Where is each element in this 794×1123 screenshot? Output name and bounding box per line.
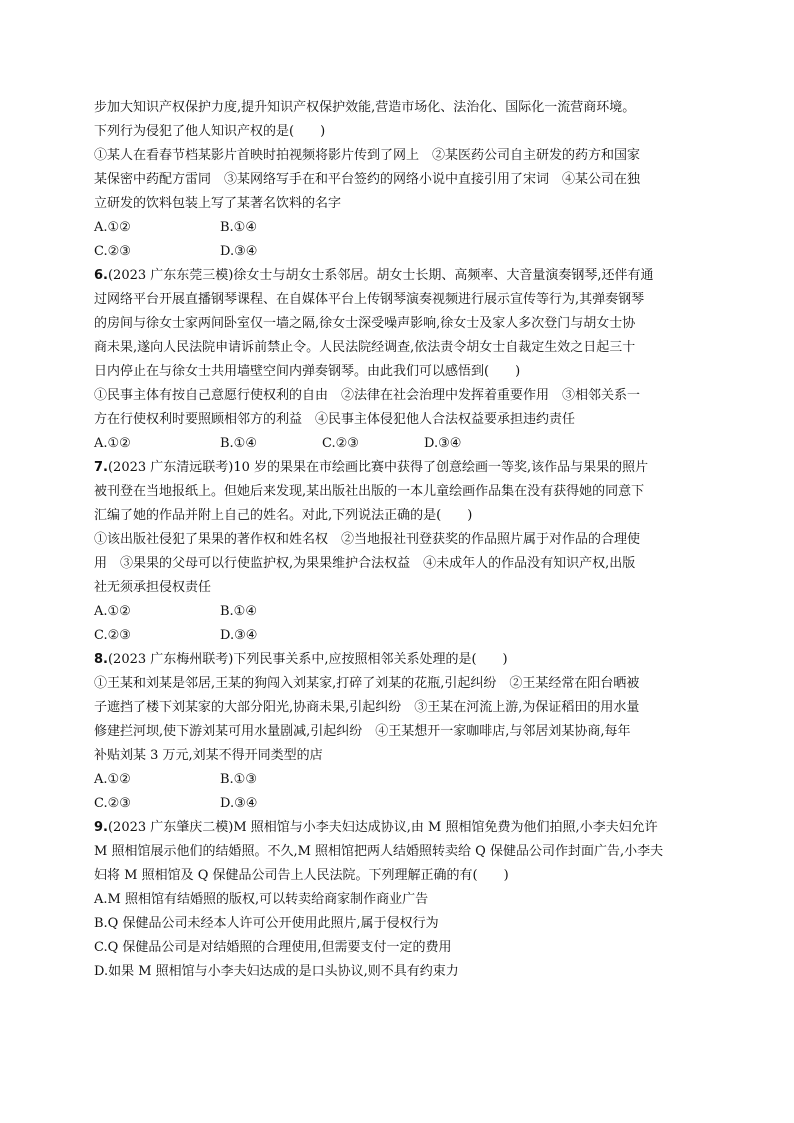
q6-option-d: D.③④ <box>424 436 462 451</box>
q8-option-b: B.①③ <box>220 772 257 787</box>
q5-option-d: D.③④ <box>220 244 258 259</box>
q5-line-5: 立研发的饮料包装上写了某著名饮料的名字 <box>94 196 342 211</box>
q6-line-2: 过网络平台开展直播钢琴课程、在自媒体平台上传钢琴演奏视频进行展示宣传等行为,其弹奏钢琴 <box>94 292 645 307</box>
q8-text-1: (2023 广东梅州联考)下列民事关系中,应按照相邻关系处理的是( ) <box>107 652 508 667</box>
q7-line-6: 社无须承担侵权责任 <box>94 580 212 595</box>
q7-option-d: D.③④ <box>220 628 258 643</box>
q6-line-7: 方在行使权利时要照顾相邻方的利益 ④民事主体侵犯他人合法权益要承担违约责任 <box>94 412 576 427</box>
q5-line-3: ①某人在看春节档某影片首映时拍视频将影片传到了网上 ②某医药公司自主研发的药方和国家 <box>94 148 641 163</box>
q9-option-d: D.如果 M 照相馆与小李夫妇达成的是口头协议,则不具有约束力 <box>94 964 459 979</box>
q6-line-5: 日内停止在与徐女士共用墙壁空间内弹奏钢琴。由此我们可以感悟到( ) <box>94 364 521 379</box>
q9-line-2: M 照相馆展示他们的结婚照。不久,M 照相馆把两人结婚照转卖给 Q 保健品公司作封面广告,小李夫 <box>94 844 664 859</box>
q7-line-1 <box>94 457 648 479</box>
q5-option-c: C.②③ <box>94 244 131 259</box>
q7-line-2: 被刊登在当地报纸上。但她后来发现,某出版社出版的一本儿童绘画作品集在没有获得她的同意下 <box>94 484 645 499</box>
q7-option-b: B.①④ <box>220 604 257 619</box>
q9-option-b: B.Q 保健品公司未经本人许可公开使用此照片,属于侵权行为 <box>94 916 439 931</box>
q8-option-c: C.②③ <box>94 796 131 811</box>
q9-number: 9. <box>94 820 108 835</box>
q8-line-1 <box>94 649 508 671</box>
q6-option-b: B.①④ <box>220 436 257 451</box>
q6-text-1: (2023 广东东莞三模)徐女士与胡女士系邻居。胡女士长期、高频率、大音量演奏钢琴,还伴有通 <box>107 268 654 283</box>
q9-line-3: 妇将 M 照相馆及 Q 保健品公司告上人民法院。下列理解正确的有( ) <box>94 868 509 883</box>
q5-line-2: 下列行为侵犯了他人知识产权的是( ) <box>94 124 326 139</box>
q8-line-2: ①王某和刘某是邻居,王某的狗闯入刘某家,打碎了刘某的花瓶,引起纠纷 ②王某经常在阳台晒被 <box>94 676 640 691</box>
q9-option-c: C.Q 保健品公司是对结婚照的合理使用,但需要支付一定的费用 <box>94 940 452 955</box>
q7-line-5: 用 ③果果的父母可以行使监护权,为果果维护合法权益 ④未成年人的作品没有知识产权,出版 <box>94 556 636 571</box>
q7-line-3: 汇编了她的作品并附上自己的姓名。对此,下列说法正确的是( ) <box>94 508 473 523</box>
q5-line-4: 某保密中药配方雷同 ③某网络写手在和平台签约的网络小说中直接引用了宋词 ④某公司在独 <box>94 172 641 187</box>
q6-option-a: A.①② <box>94 436 131 451</box>
q7-number: 7. <box>94 460 108 475</box>
q6-number: 6. <box>94 268 108 283</box>
q6-line-1 <box>94 265 653 287</box>
q8-line-3: 子遮挡了楼下刘某家的大部分阳光,协商未果,引起纠纷 ③王某在河流上游,为保证稻田的用水量 <box>94 700 640 715</box>
q6-line-4: 商未果,遂向人民法院申请诉前禁止令。人民法院经调查,依法责令胡女士自裁定生效之日起三十 <box>94 340 636 355</box>
q7-option-a: A.①② <box>94 604 131 619</box>
q7-text-1: (2023 广东清远联考)10 岁的果果在市绘画比赛中获得了创意绘画一等奖,该作品与果果的照片 <box>107 460 649 475</box>
q8-line-5: 补贴刘某 3 万元,刘某不得开同类型的店 <box>94 748 323 763</box>
q5-option-b: B.①④ <box>220 220 257 235</box>
q8-line-4: 修建拦河坝,使下游刘某可用水量剧减,引起纠纷 ④王某想开一家咖啡店,与邻居刘某协商,每年 <box>94 724 631 739</box>
q7-option-c: C.②③ <box>94 628 131 643</box>
q8-option-a: A.①② <box>94 772 131 787</box>
q9-text-1: (2023 广东肇庆二模)M 照相馆与小李夫妇达成协议,由 M 照相馆免费为他们拍照,小李夫妇允许 <box>107 820 658 835</box>
q6-line-6: ①民事主体有按自己意愿行使权利的自由 ②法律在社会治理中发挥着重要作用 ③相邻关系一 <box>94 388 641 403</box>
q6-line-3: 的房间与徐女士家两间卧室仅一墙之隔,徐女士深受噪声影响,徐女士及家人多次登门与胡女士协 <box>94 316 636 331</box>
q8-option-d: D.③④ <box>220 796 258 811</box>
q5-option-a: A.①② <box>94 220 131 235</box>
q9-option-a: A.M 照相馆有结婚照的版权,可以转卖给商家制作商业广告 <box>94 892 429 907</box>
q5-line-1: 步加大知识产权保护力度,提升知识产权保护效能,营造市场化、法治化、国际化一流营商环境。 <box>94 100 636 115</box>
q8-number: 8. <box>94 652 108 667</box>
q9-line-1 <box>94 817 658 839</box>
q7-line-4: ①该出版社侵犯了果果的著作权和姓名权 ②当地报社刊登获奖的作品照片属于对作品的合理使 <box>94 532 641 547</box>
q6-option-c: C.②③ <box>322 436 359 451</box>
